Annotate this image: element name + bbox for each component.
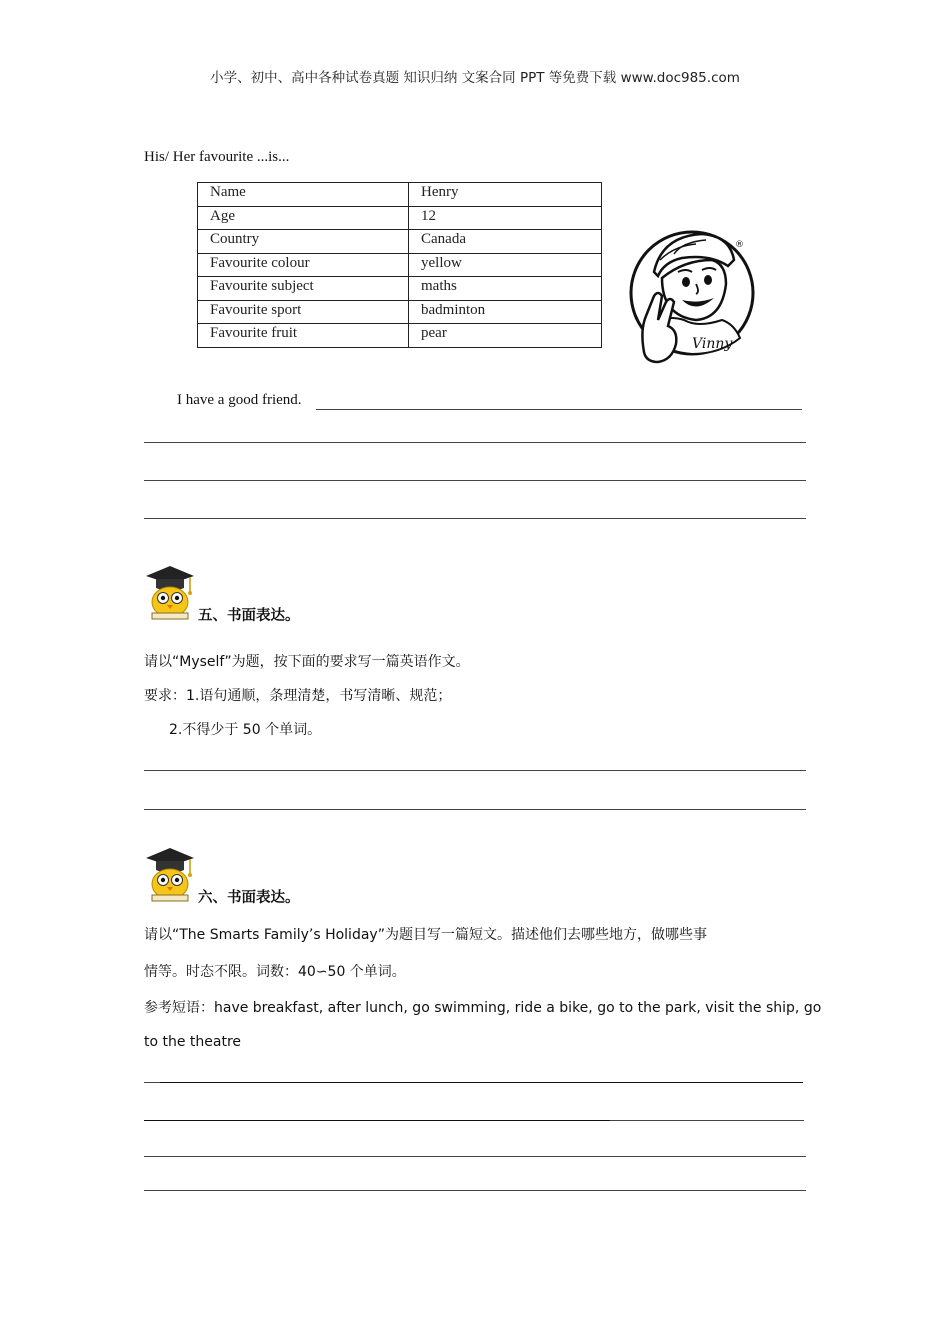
table-row (198, 300, 602, 324)
row-value: maths (409, 277, 602, 301)
section5-requirement-2: 2.不得少于 50 个单词。 (169, 722, 322, 738)
table-row (198, 206, 602, 230)
owl-scholar-icon (142, 562, 196, 622)
page-header: 小学、初中、高中各种试卷真题 知识归纳 文案合同 PPT 等免费下载 www.doc985.com (210, 70, 740, 86)
row-value: badminton (409, 300, 602, 324)
answer-line[interactable] (144, 442, 806, 443)
section5-requirement-1: 要求：1.语句通顺，条理清楚，书写清晰、规范； (144, 688, 452, 704)
row-label: Age (198, 206, 409, 230)
table-row (198, 183, 602, 207)
row-label: Favourite fruit (198, 324, 409, 348)
row-label: Name (198, 183, 409, 207)
section6-instruction-line2: 情等。时态不限。词数：40∽50 个单词。 (144, 964, 406, 980)
section5-title: 五、书面表达。 (198, 608, 300, 624)
profile-table (197, 182, 602, 348)
row-value: pear (409, 324, 602, 348)
registered-mark: ® (735, 240, 744, 250)
answer-line[interactable] (144, 1082, 160, 1083)
reference-phrases-line2: to the theatre (144, 1034, 242, 1050)
row-label: Country (198, 230, 409, 254)
table-row (198, 230, 602, 254)
table-row (198, 277, 602, 301)
table-row (198, 324, 602, 348)
shirt-text: Vinny (692, 336, 733, 352)
answer-line[interactable] (144, 480, 806, 481)
reference-phrases-line1: 参考短语：have breakfast, after lunch, go swimming, ride a bike, go to the park, visit the ship, go (144, 1000, 822, 1016)
row-label: Favourite sport (198, 300, 409, 324)
boy-illustration (622, 220, 762, 370)
favourite-prompt: His/ Her favourite ...is... (144, 149, 290, 165)
row-value: yellow (409, 253, 602, 277)
section6-instruction-line1: 请以“The Smarts Family’s Holiday”为题目写一篇短文。描述他们去哪些地方，做哪些事 (144, 927, 707, 943)
row-value: Canada (409, 230, 602, 254)
section5-instruction: 请以“Myself”为题，按下面的要求写一篇英语作文。 (144, 654, 470, 670)
row-label: Favourite subject (198, 277, 409, 301)
answer-line[interactable] (144, 809, 806, 810)
section6-title: 六、书面表达。 (198, 890, 300, 906)
answer-line[interactable] (160, 1082, 803, 1083)
answer-line[interactable] (144, 518, 806, 519)
answer-start-text: I have a good friend. (177, 392, 302, 408)
answer-line[interactable] (144, 1190, 806, 1191)
answer-line[interactable] (144, 1156, 806, 1157)
answer-line[interactable] (144, 1120, 610, 1121)
row-value: Henry (409, 183, 602, 207)
table-row (198, 253, 602, 277)
answer-line[interactable] (610, 1120, 804, 1121)
answer-line[interactable] (316, 409, 802, 410)
row-label: Favourite colour (198, 253, 409, 277)
answer-line[interactable] (144, 770, 806, 771)
owl-scholar-icon (142, 844, 196, 904)
row-value: 12 (409, 206, 602, 230)
